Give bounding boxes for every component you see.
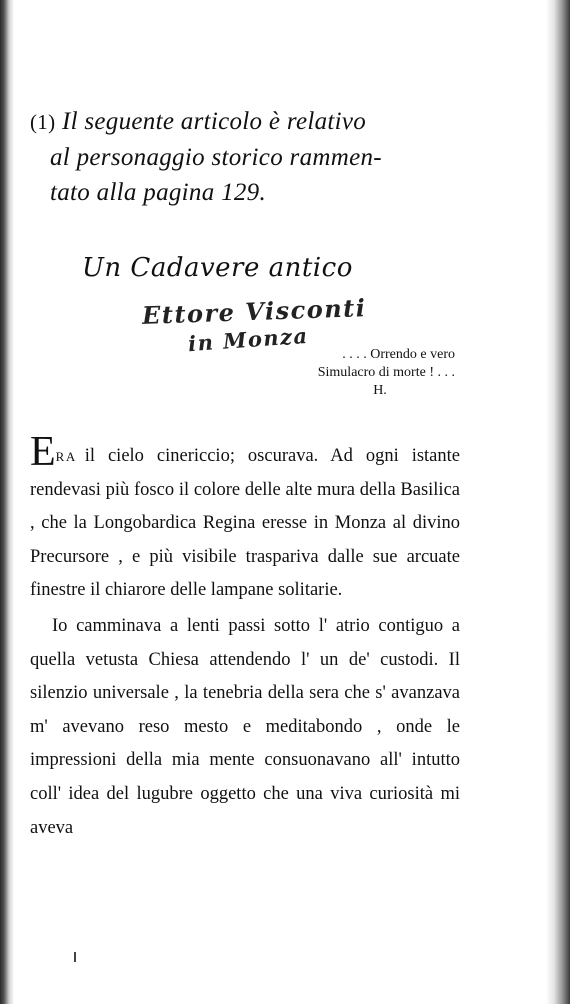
handwritten-note-line-2: in Monza (187, 322, 310, 357)
epigraph-author: H. (373, 383, 387, 398)
paragraph-1 (30, 429, 460, 608)
footnote-line-3: tato alla pagina 129. (50, 179, 267, 206)
small-caps-opening: RA (55, 449, 77, 464)
handwritten-note-line-1: Ettore Visconti (141, 293, 367, 330)
paragraph-2: Io camminava a lenti passi sotto l' atrio contiguo a quella vetusta Chiesa attendendo l' un de' custodi. Il silenzio universale , la tenebria della sera che s' avanzava m' avevano reso mesto e meditabondo , onde le impressioni della mia mente consuonavano all' intutto coll' idea del lugubre oggetto che una viva curiosità mi aveva (30, 615, 460, 838)
footnote-line-1 (30, 108, 366, 136)
body-text (30, 429, 460, 845)
epigraph-line-1: . . . . Orrendo e vero (342, 347, 455, 362)
epigraph (275, 346, 455, 400)
footnote-line-2: al personaggio storico rammen- (50, 144, 382, 171)
drop-cap: E (30, 429, 56, 475)
page-binding-shadow (0, 0, 14, 1004)
article-heading: Un Cadavere antico (82, 253, 353, 283)
paragraph-1-text: il cielo cinericcio; oscurava. Ad ogni istante rendevasi più fosco il colore delle alte mura della Basilica , che la Longobardica Regina eresse in Monza al divino Precursore , e più visibile traspariva dalle sue arcuate finestre il chiarore delle lampane solitarie. (30, 446, 460, 601)
footnote-text-1: Il seguente articolo è relativo (61, 108, 367, 135)
page-edge-shadow (546, 0, 570, 1004)
epigraph-line-2: Simulacro di morte ! . . . (317, 365, 455, 380)
footnote-marker: (1) (30, 110, 56, 134)
page-mark (74, 952, 76, 962)
